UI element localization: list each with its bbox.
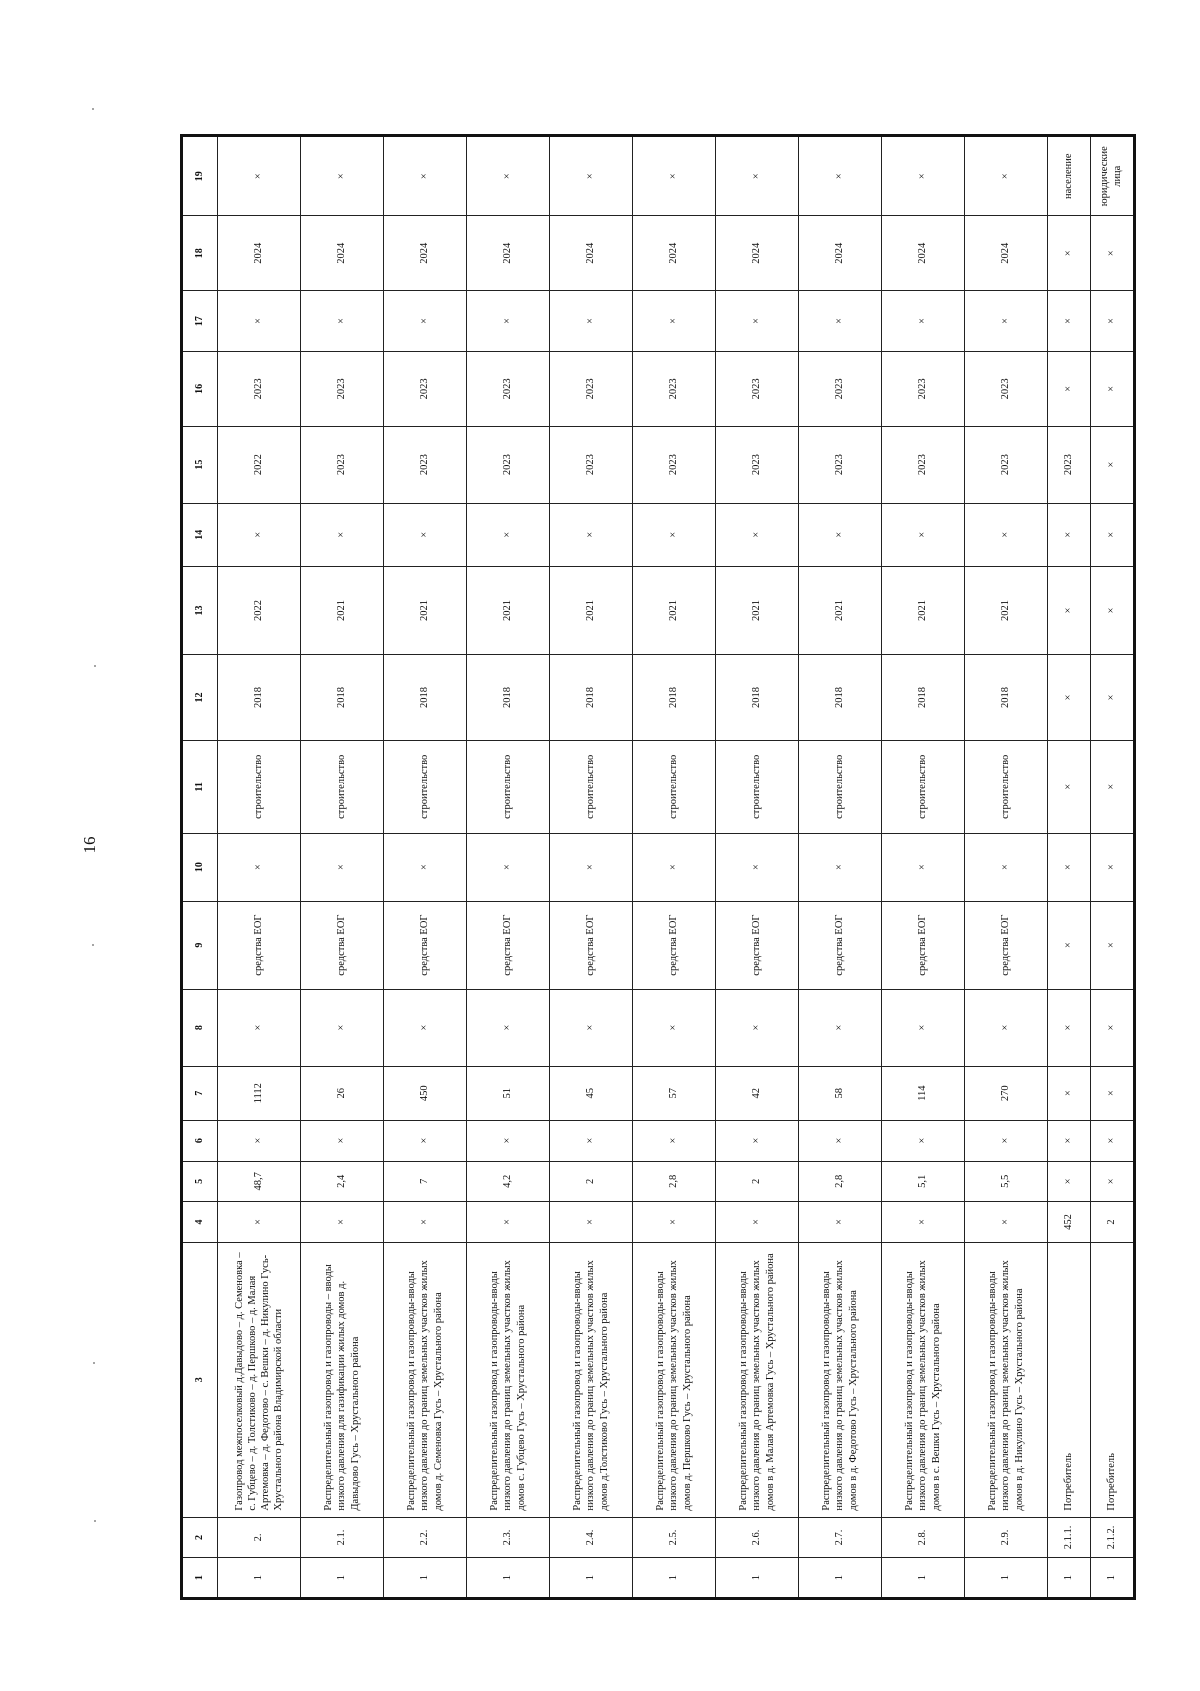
table-cell: ×: [550, 1120, 633, 1161]
object-description-cell: Распределительный газопровод и газопроводы-вводы низкого давления до границ земельных участков жилых домов в д. Никулино Гусь – Хрустального района: [965, 1242, 1048, 1517]
table-container: [180, 134, 1123, 1600]
table-cell: 2024: [384, 216, 467, 291]
table-cell: 2.7.: [799, 1517, 882, 1558]
table-cell: ×: [882, 291, 965, 352]
table-cell: ×: [550, 1202, 633, 1243]
table-row: [633, 136, 716, 1599]
table-cell: 1: [716, 1558, 799, 1599]
table-cell: 1: [1048, 1558, 1091, 1599]
table-cell: ×: [716, 989, 799, 1066]
column-number-cell: 3: [182, 1242, 218, 1517]
table-cell: ×: [882, 503, 965, 566]
table-cell: ×: [467, 833, 550, 901]
table-cell: 1: [633, 1558, 716, 1599]
table-cell: 42: [716, 1066, 799, 1120]
table-cell: ×: [384, 1120, 467, 1161]
scan-speck: [94, 665, 96, 667]
table-cell: 452: [1048, 1202, 1091, 1243]
table-cell: ×: [1091, 901, 1135, 989]
table-cell: 2023: [965, 426, 1048, 503]
table-row: [1091, 136, 1135, 1599]
table-cell: 2.4.: [550, 1517, 633, 1558]
table-cell: 5,5: [965, 1161, 1048, 1202]
column-number-cell: 10: [182, 833, 218, 901]
table-cell: строительство: [384, 740, 467, 833]
table-cell: ×: [965, 989, 1048, 1066]
table-cell: ×: [1048, 655, 1091, 741]
table-cell: 2.1.: [301, 1517, 384, 1558]
table-cell: ×: [218, 291, 301, 352]
table-cell: ×: [301, 291, 384, 352]
table-cell: 2021: [550, 566, 633, 654]
table-cell: ×: [301, 136, 384, 216]
table-cell: ×: [799, 1202, 882, 1243]
table-row: [799, 136, 882, 1599]
table-cell: 2023: [882, 352, 965, 427]
table-cell: ×: [467, 291, 550, 352]
table-cell: ×: [965, 1120, 1048, 1161]
column-number-cell: 17: [182, 291, 218, 352]
table-cell: ×: [1091, 291, 1135, 352]
table-cell: 2023: [882, 426, 965, 503]
table-cell: 1112: [218, 1066, 301, 1120]
object-description-cell: Газопровод межпоселковый д.Давыдово – д. Семеновка –с. Губцево – д. Толстиково – д. Першково – д. Малая Артемовка – д. Федотово – с. Вешки – д. Никулино Гусь-Хрустального района Владимирской области: [218, 1242, 301, 1517]
table-cell: ×: [301, 1202, 384, 1243]
table-cell: ×: [1091, 566, 1135, 654]
table-cell: 2023: [633, 352, 716, 427]
column-number-cell: 9: [182, 901, 218, 989]
table-cell: 7: [384, 1161, 467, 1202]
table-cell: 2.: [218, 1517, 301, 1558]
table-cell: ×: [550, 503, 633, 566]
table-cell: 2: [1091, 1202, 1135, 1243]
table-cell: ×: [633, 833, 716, 901]
table-cell: ×: [633, 136, 716, 216]
table-cell: ×: [633, 503, 716, 566]
object-description-cell: Распределительный газопровод и газопроводы-вводы низкого давления до границ земельных участков жилых домов в с. Вешки Гусь – Хрустального района: [882, 1242, 965, 1517]
table-cell: строительство: [550, 740, 633, 833]
table-cell: ×: [301, 833, 384, 901]
table-cell: ×: [1048, 1066, 1091, 1120]
table-cell: ×: [882, 833, 965, 901]
table-cell: 2018: [633, 655, 716, 741]
table-cell: 2023: [799, 426, 882, 503]
table-cell: строительство: [467, 740, 550, 833]
table-cell: ×: [799, 136, 882, 216]
column-number-cell: 4: [182, 1202, 218, 1243]
table-cell: 2024: [799, 216, 882, 291]
table-cell: 2018: [716, 655, 799, 741]
table-cell: 2024: [633, 216, 716, 291]
table-cell: ×: [1048, 566, 1091, 654]
table-cell: ×: [716, 503, 799, 566]
scan-speck: [92, 108, 94, 110]
table-cell: строительство: [301, 740, 384, 833]
table-cell: 1: [882, 1558, 965, 1599]
table-row: [301, 136, 384, 1599]
table-cell: 2021: [301, 566, 384, 654]
table-cell: средства ЕОГ: [550, 901, 633, 989]
scan-speck: [92, 944, 94, 946]
table-cell: 2024: [301, 216, 384, 291]
table-cell: 26: [301, 1066, 384, 1120]
table-cell: 2023: [965, 352, 1048, 427]
table-cell: ×: [467, 1120, 550, 1161]
table-cell: 2021: [467, 566, 550, 654]
table-cell: средства ЕОГ: [218, 901, 301, 989]
table-cell: средства ЕОГ: [799, 901, 882, 989]
table-cell: 2021: [716, 566, 799, 654]
table-cell: 2024: [550, 216, 633, 291]
table-cell: 2022: [218, 426, 301, 503]
column-number-cell: 13: [182, 566, 218, 654]
table-row: [1048, 136, 1091, 1599]
table-cell: 2.1.1.: [1048, 1517, 1091, 1558]
object-description-cell: Распределительный газопровод и газопроводы-вводы низкого давления до границ земельных участков жилых домов д. Першково Гусь – Хрустального района: [633, 1242, 716, 1517]
table-cell: 2.9.: [965, 1517, 1048, 1558]
table-cell: ×: [384, 1202, 467, 1243]
table-cell: 1: [467, 1558, 550, 1599]
table-cell: 2023: [716, 426, 799, 503]
table-cell: 2018: [965, 655, 1048, 741]
table-cell: строительство: [218, 740, 301, 833]
table-cell: 270: [965, 1066, 1048, 1120]
table-cell: ×: [1048, 216, 1091, 291]
table-cell: ×: [1048, 352, 1091, 427]
table-cell: 2018: [467, 655, 550, 741]
table-cell: ×: [882, 1202, 965, 1243]
table-cell: 114: [882, 1066, 965, 1120]
table-cell: ×: [1048, 740, 1091, 833]
table-cell: ×: [384, 989, 467, 1066]
table-cell: 2023: [384, 352, 467, 427]
table-cell: 2024: [965, 216, 1048, 291]
table-cell: 2,4: [301, 1161, 384, 1202]
table-cell: ×: [218, 833, 301, 901]
table-cell: 57: [633, 1066, 716, 1120]
table-cell: средства ЕОГ: [467, 901, 550, 989]
table-cell: ×: [550, 291, 633, 352]
table-cell: 2021: [882, 566, 965, 654]
table-cell: ×: [882, 1120, 965, 1161]
table-cell: ×: [799, 833, 882, 901]
table-cell: ×: [550, 989, 633, 1066]
table-cell: ×: [1091, 352, 1135, 427]
table-cell: 2023: [218, 352, 301, 427]
scan-speck: [93, 1362, 95, 1364]
table-cell: строительство: [799, 740, 882, 833]
table-cell: ×: [799, 503, 882, 566]
table-cell: 2024: [218, 216, 301, 291]
table-cell: ×: [716, 1120, 799, 1161]
table-cell: ×: [1091, 216, 1135, 291]
object-description-cell: Распределительный газопровод и газопроводы-вводы низкого давления до границ земельных участков жилых домов д.Толстиково Гусь – Хрустального района: [550, 1242, 633, 1517]
table-cell: ×: [1091, 1120, 1135, 1161]
table-cell: ×: [799, 989, 882, 1066]
table-cell: 2021: [384, 566, 467, 654]
table-cell: 2023: [467, 426, 550, 503]
table-cell: ×: [1091, 426, 1135, 503]
column-number-cell: 16: [182, 352, 218, 427]
table-cell: ×: [1048, 989, 1091, 1066]
column-number-cell: 7: [182, 1066, 218, 1120]
table-cell: ×: [301, 503, 384, 566]
table-cell: 5,1: [882, 1161, 965, 1202]
table-cell: 2,8: [633, 1161, 716, 1202]
table-cell: ×: [301, 1120, 384, 1161]
table-cell: ×: [550, 136, 633, 216]
table-cell: 51: [467, 1066, 550, 1120]
table-cell: ×: [1048, 1161, 1091, 1202]
column-number-cell: 1: [182, 1558, 218, 1599]
table-cell: 1: [384, 1558, 467, 1599]
table-cell: средства ЕОГ: [965, 901, 1048, 989]
table-cell: средства ЕОГ: [301, 901, 384, 989]
table-cell: 1: [301, 1558, 384, 1599]
table-cell: средства ЕОГ: [384, 901, 467, 989]
table-cell: 2024: [882, 216, 965, 291]
table-cell: 2023: [1048, 426, 1091, 503]
table-cell: ×: [1091, 1066, 1135, 1120]
table-cell: 48,7: [218, 1161, 301, 1202]
table-cell: ×: [1091, 503, 1135, 566]
table-cell: 2024: [467, 216, 550, 291]
table-cell: ×: [384, 136, 467, 216]
column-number-cell: 19: [182, 136, 218, 216]
table-cell: 2: [550, 1161, 633, 1202]
object-description-cell: Потребитель: [1091, 1242, 1135, 1517]
column-number-cell: 2: [182, 1517, 218, 1558]
page-number: 16: [80, 836, 99, 854]
table-cell: 2.5.: [633, 1517, 716, 1558]
table-cell: ×: [384, 291, 467, 352]
table-cell: юридические лица: [1091, 136, 1135, 216]
table-cell: 2018: [799, 655, 882, 741]
table-cell: ×: [301, 989, 384, 1066]
table-cell: ×: [218, 1202, 301, 1243]
table-cell: 2,8: [799, 1161, 882, 1202]
table-cell: 2022: [218, 566, 301, 654]
table-cell: 2: [716, 1161, 799, 1202]
object-description-cell: Распределительный газопровод и газопроводы-вводы низкого давления до границ земельных участков жилых домов д. Семеновка Гусь – Хрустального района: [384, 1242, 467, 1517]
table-cell: средства ЕОГ: [882, 901, 965, 989]
table-cell: 1: [799, 1558, 882, 1599]
table-cell: ×: [218, 989, 301, 1066]
object-description-cell: Потребитель: [1048, 1242, 1091, 1517]
table-cell: ×: [882, 989, 965, 1066]
table-cell: ×: [1091, 655, 1135, 741]
table-row: [965, 136, 1048, 1599]
table-cell: строительство: [633, 740, 716, 833]
table-row: [467, 136, 550, 1599]
column-number-cell: 8: [182, 989, 218, 1066]
rotated-table: [180, 134, 1123, 1600]
table-cell: ×: [716, 136, 799, 216]
table-cell: 2.8.: [882, 1517, 965, 1558]
table-cell: 2018: [301, 655, 384, 741]
table-cell: ×: [633, 989, 716, 1066]
column-number-row: [182, 136, 218, 1599]
table-cell: ×: [1091, 833, 1135, 901]
object-description-cell: Распределительный газопровод и газопроводы-вводы низкого давления до границ земельных участков жилых домов в д. Федотово Гусь – Хрустального района: [799, 1242, 882, 1517]
table-cell: 45: [550, 1066, 633, 1120]
table-cell: 2024: [716, 216, 799, 291]
column-number-cell: 14: [182, 503, 218, 566]
table-cell: 2023: [301, 352, 384, 427]
table-cell: 1: [965, 1558, 1048, 1599]
table-cell: 2023: [550, 352, 633, 427]
column-number-cell: 11: [182, 740, 218, 833]
table-body: [182, 136, 1135, 1599]
table-cell: 2021: [965, 566, 1048, 654]
table-row: [882, 136, 965, 1599]
table-cell: ×: [633, 1202, 716, 1243]
table-cell: 4,2: [467, 1161, 550, 1202]
table-cell: ×: [467, 503, 550, 566]
table-cell: 2.3.: [467, 1517, 550, 1558]
table-cell: ×: [965, 833, 1048, 901]
table-cell: ×: [218, 136, 301, 216]
table-cell: население: [1048, 136, 1091, 216]
table-cell: ×: [633, 291, 716, 352]
table-cell: ×: [965, 1202, 1048, 1243]
column-number-cell: 18: [182, 216, 218, 291]
table-cell: 2018: [882, 655, 965, 741]
table-cell: ×: [716, 833, 799, 901]
table-cell: 2018: [218, 655, 301, 741]
table-cell: 2023: [550, 426, 633, 503]
table-cell: ×: [716, 291, 799, 352]
object-description-cell: Распределительный газопровод и газопроводы-вводы низкого давления до границ земельных участков жилых домов в д. Малая Артемовка Гусь – Хрустального района: [716, 1242, 799, 1517]
table-cell: строительство: [882, 740, 965, 833]
table-cell: ×: [1048, 1120, 1091, 1161]
table-cell: 2023: [799, 352, 882, 427]
table-cell: 2023: [384, 426, 467, 503]
table-cell: ×: [799, 291, 882, 352]
table-cell: 2.6.: [716, 1517, 799, 1558]
table-cell: ×: [467, 989, 550, 1066]
table-cell: 58: [799, 1066, 882, 1120]
table-cell: средства ЕОГ: [716, 901, 799, 989]
table-cell: ×: [1091, 1161, 1135, 1202]
table-cell: 2021: [799, 566, 882, 654]
table-cell: строительство: [965, 740, 1048, 833]
gas-pipeline-table: [180, 134, 1136, 1600]
table-cell: 2018: [550, 655, 633, 741]
table-cell: ×: [218, 503, 301, 566]
table-row: [384, 136, 467, 1599]
table-cell: ×: [633, 1120, 716, 1161]
table-cell: ×: [550, 833, 633, 901]
table-cell: ×: [384, 833, 467, 901]
table-cell: ×: [467, 136, 550, 216]
column-number-cell: 12: [182, 655, 218, 741]
table-cell: 1: [550, 1558, 633, 1599]
table-cell: ×: [218, 1120, 301, 1161]
table-cell: 2023: [301, 426, 384, 503]
column-number-cell: 5: [182, 1161, 218, 1202]
table-cell: ×: [384, 503, 467, 566]
table-cell: ×: [467, 1202, 550, 1243]
table-cell: 2023: [633, 426, 716, 503]
table-cell: ×: [716, 1202, 799, 1243]
table-cell: 1: [218, 1558, 301, 1599]
table-row: [716, 136, 799, 1599]
table-cell: ×: [1091, 989, 1135, 1066]
table-cell: 2.2.: [384, 1517, 467, 1558]
table-cell: ×: [1048, 901, 1091, 989]
table-cell: ×: [965, 291, 1048, 352]
table-cell: ×: [799, 1120, 882, 1161]
table-cell: ×: [882, 136, 965, 216]
column-number-cell: 15: [182, 426, 218, 503]
table-cell: ×: [965, 503, 1048, 566]
table-cell: ×: [1091, 740, 1135, 833]
table-cell: ×: [1048, 833, 1091, 901]
table-cell: строительство: [716, 740, 799, 833]
table-cell: 1: [1091, 1558, 1135, 1599]
table-cell: 2023: [467, 352, 550, 427]
object-description-cell: Распределительный газопровод и газопроводы-вводы низкого давления до границ земельных участков жилых домов с. Губцево Гусь – Хрустального района: [467, 1242, 550, 1517]
object-description-cell: Распределительный газопровод и газопроводы – вводы низкого давления для газификации жилых домов д. Давыдово Гусь – Хрустального района: [301, 1242, 384, 1517]
table-row: [218, 136, 301, 1599]
table-row: [550, 136, 633, 1599]
table-cell: ×: [965, 136, 1048, 216]
table-cell: 2023: [716, 352, 799, 427]
table-cell: 2021: [633, 566, 716, 654]
column-number-cell: 6: [182, 1120, 218, 1161]
table-cell: 2018: [384, 655, 467, 741]
scan-speck: [94, 1520, 96, 1522]
table-cell: 2.1.2.: [1091, 1517, 1135, 1558]
table-cell: 450: [384, 1066, 467, 1120]
table-cell: ×: [1048, 503, 1091, 566]
table-cell: ×: [1048, 291, 1091, 352]
table-cell: средства ЕОГ: [633, 901, 716, 989]
